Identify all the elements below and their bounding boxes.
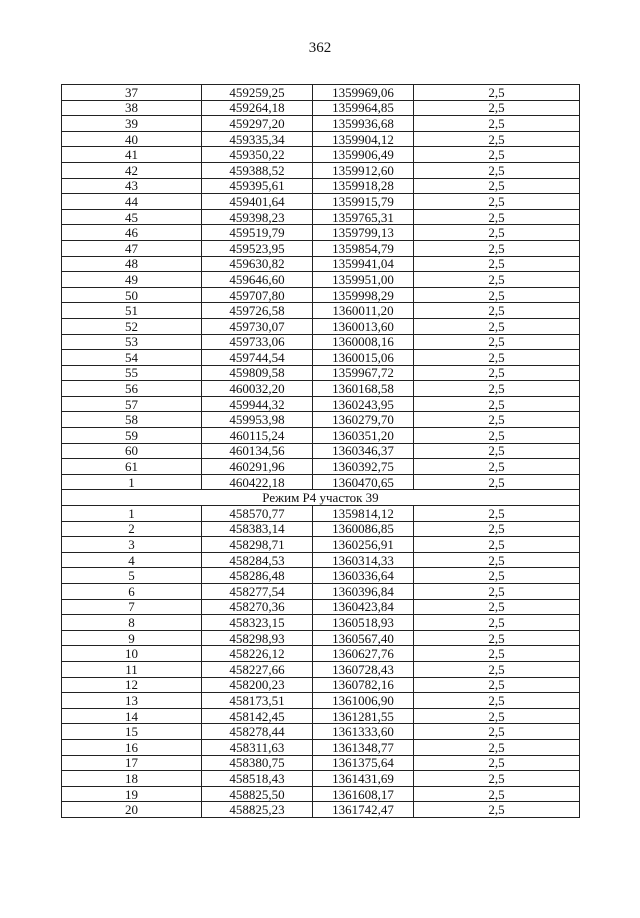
y-coordinate-cell: 1360243,95	[313, 396, 414, 412]
table-row	[62, 474, 580, 490]
value-cell: 2,5	[414, 568, 580, 584]
value-cell: 2,5	[414, 287, 580, 303]
value-cell: 2,5	[414, 521, 580, 537]
point-number-cell: 44	[62, 194, 202, 210]
value-cell: 2,5	[414, 771, 580, 787]
y-coordinate-cell: 1360518,93	[313, 615, 414, 631]
value-cell: 2,5	[414, 474, 580, 490]
point-number-cell: 54	[62, 350, 202, 366]
table-row	[62, 537, 580, 553]
table-row	[62, 584, 580, 600]
value-cell: 2,5	[414, 225, 580, 241]
y-coordinate-cell: 1360346,37	[313, 443, 414, 459]
x-coordinate-cell: 459646,60	[202, 272, 313, 288]
y-coordinate-cell: 1361006,90	[313, 693, 414, 709]
point-number-cell: 20	[62, 802, 202, 818]
value-cell: 2,5	[414, 661, 580, 677]
point-number-cell: 53	[62, 334, 202, 350]
point-number-cell: 48	[62, 256, 202, 272]
y-coordinate-cell: 1360168,58	[313, 381, 414, 397]
coordinates-table	[61, 84, 580, 818]
x-coordinate-cell: 459297,20	[202, 116, 313, 132]
value-cell: 2,5	[414, 708, 580, 724]
point-number-cell: 37	[62, 85, 202, 101]
point-number-cell: 1	[62, 506, 202, 522]
point-number-cell: 17	[62, 755, 202, 771]
y-coordinate-cell: 1359941,04	[313, 256, 414, 272]
table-row	[62, 272, 580, 288]
value-cell: 2,5	[414, 365, 580, 381]
table-row	[62, 396, 580, 412]
value-cell: 2,5	[414, 630, 580, 646]
table-row	[62, 412, 580, 428]
table-row	[62, 771, 580, 787]
x-coordinate-cell: 458518,43	[202, 771, 313, 787]
table-row	[62, 287, 580, 303]
y-coordinate-cell: 1361608,17	[313, 786, 414, 802]
x-coordinate-cell: 459733,06	[202, 334, 313, 350]
x-coordinate-cell: 459519,79	[202, 225, 313, 241]
point-number-cell: 14	[62, 708, 202, 724]
x-coordinate-cell: 458278,44	[202, 724, 313, 740]
y-coordinate-cell: 1359936,68	[313, 116, 414, 132]
y-coordinate-cell: 1360336,64	[313, 568, 414, 584]
y-coordinate-cell: 1360256,91	[313, 537, 414, 553]
y-coordinate-cell: 1359814,12	[313, 506, 414, 522]
x-coordinate-cell: 459630,82	[202, 256, 313, 272]
point-number-cell: 57	[62, 396, 202, 412]
y-coordinate-cell: 1359915,79	[313, 194, 414, 210]
x-coordinate-cell: 460422,18	[202, 474, 313, 490]
x-coordinate-cell: 458380,75	[202, 755, 313, 771]
x-coordinate-cell: 458286,48	[202, 568, 313, 584]
x-coordinate-cell: 459401,64	[202, 194, 313, 210]
y-coordinate-cell: 1361281,55	[313, 708, 414, 724]
section-header-row	[62, 490, 580, 506]
x-coordinate-cell: 458383,14	[202, 521, 313, 537]
table-row	[62, 708, 580, 724]
x-coordinate-cell: 459350,22	[202, 147, 313, 163]
table-row	[62, 552, 580, 568]
x-coordinate-cell: 459726,58	[202, 303, 313, 319]
value-cell: 2,5	[414, 443, 580, 459]
value-cell: 2,5	[414, 459, 580, 475]
y-coordinate-cell: 1359765,31	[313, 209, 414, 225]
table-row	[62, 521, 580, 537]
y-coordinate-cell: 1361348,77	[313, 739, 414, 755]
value-cell: 2,5	[414, 724, 580, 740]
value-cell: 2,5	[414, 350, 580, 366]
value-cell: 2,5	[414, 256, 580, 272]
point-number-cell: 61	[62, 459, 202, 475]
table-row	[62, 194, 580, 210]
point-number-cell: 6	[62, 584, 202, 600]
table-row	[62, 162, 580, 178]
table-row	[62, 240, 580, 256]
x-coordinate-cell: 459944,32	[202, 396, 313, 412]
table-row	[62, 506, 580, 522]
table-row	[62, 630, 580, 646]
value-cell: 2,5	[414, 334, 580, 350]
table-row	[62, 615, 580, 631]
value-cell: 2,5	[414, 116, 580, 132]
x-coordinate-cell: 459809,58	[202, 365, 313, 381]
value-cell: 2,5	[414, 85, 580, 101]
value-cell: 2,5	[414, 194, 580, 210]
value-cell: 2,5	[414, 755, 580, 771]
point-number-cell: 39	[62, 116, 202, 132]
table-row	[62, 85, 580, 101]
x-coordinate-cell: 459398,23	[202, 209, 313, 225]
x-coordinate-cell: 458142,45	[202, 708, 313, 724]
table-row	[62, 755, 580, 771]
table-row	[62, 178, 580, 194]
table-row	[62, 131, 580, 147]
y-coordinate-cell: 1359904,12	[313, 131, 414, 147]
table-row	[62, 225, 580, 241]
x-coordinate-cell: 459395,61	[202, 178, 313, 194]
table-row	[62, 318, 580, 334]
y-coordinate-cell: 1360314,33	[313, 552, 414, 568]
x-coordinate-cell: 458173,51	[202, 693, 313, 709]
table-row	[62, 599, 580, 615]
value-cell: 2,5	[414, 599, 580, 615]
value-cell: 2,5	[414, 412, 580, 428]
table-row	[62, 677, 580, 693]
value-cell: 2,5	[414, 786, 580, 802]
y-coordinate-cell: 1360008,16	[313, 334, 414, 350]
table-row	[62, 303, 580, 319]
table-row	[62, 646, 580, 662]
x-coordinate-cell: 460291,96	[202, 459, 313, 475]
x-coordinate-cell: 458277,54	[202, 584, 313, 600]
y-coordinate-cell: 1359967,72	[313, 365, 414, 381]
x-coordinate-cell: 458270,36	[202, 599, 313, 615]
y-coordinate-cell: 1360728,43	[313, 661, 414, 677]
y-coordinate-cell: 1360567,40	[313, 630, 414, 646]
x-coordinate-cell: 459707,80	[202, 287, 313, 303]
value-cell: 2,5	[414, 303, 580, 319]
y-coordinate-cell: 1360392,75	[313, 459, 414, 475]
y-coordinate-cell: 1360627,76	[313, 646, 414, 662]
value-cell: 2,5	[414, 178, 580, 194]
x-coordinate-cell: 458298,93	[202, 630, 313, 646]
x-coordinate-cell: 460134,56	[202, 443, 313, 459]
x-coordinate-cell: 460115,24	[202, 428, 313, 444]
y-coordinate-cell: 1360423,84	[313, 599, 414, 615]
y-coordinate-cell: 1361333,60	[313, 724, 414, 740]
point-number-cell: 4	[62, 552, 202, 568]
value-cell: 2,5	[414, 100, 580, 116]
y-coordinate-cell: 1359906,49	[313, 147, 414, 163]
value-cell: 2,5	[414, 318, 580, 334]
value-cell: 2,5	[414, 396, 580, 412]
table-row	[62, 365, 580, 381]
x-coordinate-cell: 458200,23	[202, 677, 313, 693]
y-coordinate-cell: 1360470,65	[313, 474, 414, 490]
x-coordinate-cell: 459388,52	[202, 162, 313, 178]
y-coordinate-cell: 1359998,29	[313, 287, 414, 303]
x-coordinate-cell: 460032,20	[202, 381, 313, 397]
y-coordinate-cell: 1359799,13	[313, 225, 414, 241]
value-cell: 2,5	[414, 693, 580, 709]
point-number-cell: 13	[62, 693, 202, 709]
y-coordinate-cell: 1360351,20	[313, 428, 414, 444]
table-row	[62, 428, 580, 444]
y-coordinate-cell: 1360782,16	[313, 677, 414, 693]
x-coordinate-cell: 458226,12	[202, 646, 313, 662]
point-number-cell: 8	[62, 615, 202, 631]
value-cell: 2,5	[414, 209, 580, 225]
value-cell: 2,5	[414, 646, 580, 662]
point-number-cell: 47	[62, 240, 202, 256]
y-coordinate-cell: 1359854,79	[313, 240, 414, 256]
y-coordinate-cell: 1359918,28	[313, 178, 414, 194]
value-cell: 2,5	[414, 552, 580, 568]
table-row	[62, 147, 580, 163]
x-coordinate-cell: 459744,54	[202, 350, 313, 366]
x-coordinate-cell: 458825,50	[202, 786, 313, 802]
value-cell: 2,5	[414, 677, 580, 693]
value-cell: 2,5	[414, 162, 580, 178]
table-row	[62, 381, 580, 397]
x-coordinate-cell: 459264,18	[202, 100, 313, 116]
point-number-cell: 60	[62, 443, 202, 459]
point-number-cell: 50	[62, 287, 202, 303]
y-coordinate-cell: 1359964,85	[313, 100, 414, 116]
point-number-cell: 59	[62, 428, 202, 444]
point-number-cell: 58	[62, 412, 202, 428]
point-number-cell: 19	[62, 786, 202, 802]
point-number-cell: 5	[62, 568, 202, 584]
value-cell: 2,5	[414, 381, 580, 397]
table-row	[62, 661, 580, 677]
y-coordinate-cell: 1360015,06	[313, 350, 414, 366]
x-coordinate-cell: 458570,77	[202, 506, 313, 522]
point-number-cell: 11	[62, 661, 202, 677]
value-cell: 2,5	[414, 240, 580, 256]
table-row	[62, 334, 580, 350]
value-cell: 2,5	[414, 506, 580, 522]
table-row	[62, 209, 580, 225]
value-cell: 2,5	[414, 584, 580, 600]
point-number-cell: 7	[62, 599, 202, 615]
y-coordinate-cell: 1360011,20	[313, 303, 414, 319]
point-number-cell: 55	[62, 365, 202, 381]
x-coordinate-cell: 459953,98	[202, 412, 313, 428]
table-row	[62, 786, 580, 802]
value-cell: 2,5	[414, 428, 580, 444]
x-coordinate-cell: 459730,07	[202, 318, 313, 334]
point-number-cell: 42	[62, 162, 202, 178]
point-number-cell: 12	[62, 677, 202, 693]
table-row	[62, 350, 580, 366]
point-number-cell: 40	[62, 131, 202, 147]
value-cell: 2,5	[414, 739, 580, 755]
x-coordinate-cell: 458284,53	[202, 552, 313, 568]
table-row	[62, 693, 580, 709]
y-coordinate-cell: 1360396,84	[313, 584, 414, 600]
point-number-cell: 56	[62, 381, 202, 397]
point-number-cell: 41	[62, 147, 202, 163]
table-row	[62, 116, 580, 132]
table-row	[62, 443, 580, 459]
point-number-cell: 15	[62, 724, 202, 740]
value-cell: 2,5	[414, 802, 580, 818]
point-number-cell: 3	[62, 537, 202, 553]
point-number-cell: 46	[62, 225, 202, 241]
point-number-cell: 45	[62, 209, 202, 225]
point-number-cell: 43	[62, 178, 202, 194]
table-row	[62, 459, 580, 475]
y-coordinate-cell: 1359912,60	[313, 162, 414, 178]
point-number-cell: 10	[62, 646, 202, 662]
value-cell: 2,5	[414, 615, 580, 631]
point-number-cell: 51	[62, 303, 202, 319]
x-coordinate-cell: 458298,71	[202, 537, 313, 553]
value-cell: 2,5	[414, 147, 580, 163]
y-coordinate-cell: 1361431,69	[313, 771, 414, 787]
y-coordinate-cell: 1361742,47	[313, 802, 414, 818]
y-coordinate-cell: 1359969,06	[313, 85, 414, 101]
value-cell: 2,5	[414, 537, 580, 553]
x-coordinate-cell: 459523,95	[202, 240, 313, 256]
y-coordinate-cell: 1360086,85	[313, 521, 414, 537]
section-header: Режим Р4 участок 39	[62, 490, 580, 506]
point-number-cell: 49	[62, 272, 202, 288]
x-coordinate-cell: 458825,23	[202, 802, 313, 818]
table-row	[62, 802, 580, 818]
value-cell: 2,5	[414, 272, 580, 288]
value-cell: 2,5	[414, 131, 580, 147]
table-row	[62, 724, 580, 740]
point-number-cell: 52	[62, 318, 202, 334]
y-coordinate-cell: 1360013,60	[313, 318, 414, 334]
point-number-cell: 1	[62, 474, 202, 490]
y-coordinate-cell: 1361375,64	[313, 755, 414, 771]
table-row	[62, 256, 580, 272]
y-coordinate-cell: 1360279,70	[313, 412, 414, 428]
x-coordinate-cell: 459259,25	[202, 85, 313, 101]
point-number-cell: 16	[62, 739, 202, 755]
page-number: 362	[308, 40, 332, 56]
x-coordinate-cell: 458311,63	[202, 739, 313, 755]
point-number-cell: 18	[62, 771, 202, 787]
point-number-cell: 2	[62, 521, 202, 537]
point-number-cell: 38	[62, 100, 202, 116]
x-coordinate-cell: 458323,15	[202, 615, 313, 631]
x-coordinate-cell: 459335,34	[202, 131, 313, 147]
point-number-cell: 9	[62, 630, 202, 646]
table-row	[62, 568, 580, 584]
table-row	[62, 100, 580, 116]
y-coordinate-cell: 1359951,00	[313, 272, 414, 288]
x-coordinate-cell: 458227,66	[202, 661, 313, 677]
table-row	[62, 739, 580, 755]
